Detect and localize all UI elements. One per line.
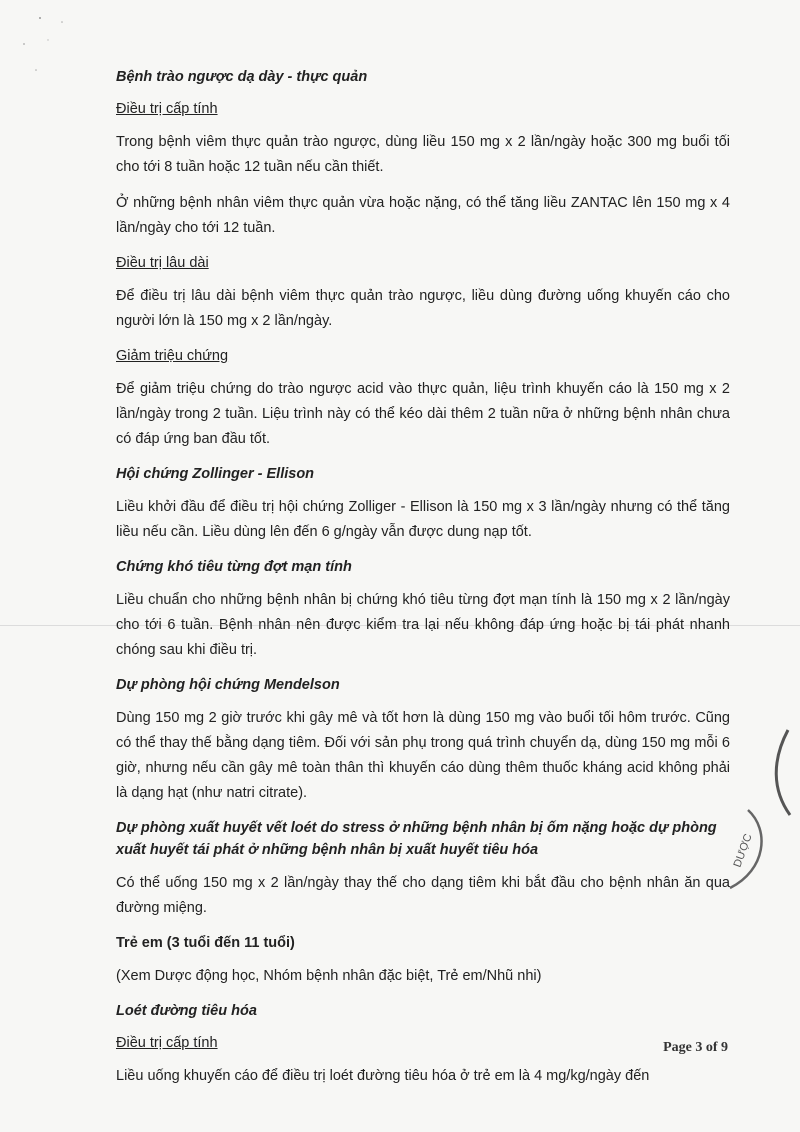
- page-number: Page 3 of 9: [663, 1040, 728, 1055]
- paragraph: Để điều trị lâu dài bệnh viêm thực quản trào ngược, liều dùng đường uống khuyến cáo cho người lớn là 150 mg x 2 lần/ngày.: [116, 288, 730, 329]
- heading-stress-ulcer: Dự phòng xuất huyết vết loét do stress ở những bệnh nhân bị ốm nặng hoặc dự phòng xuất huyết tái phát ở những bệnh nhân bị xuất huyết tiêu hóa: [116, 820, 717, 858]
- paragraph: Ở những bệnh nhân viêm thực quản vừa hoặc nặng, có thể tăng liều ZANTAC lên 150 mg x 4 lần/ngày cho tới 12 tuần.: [116, 195, 730, 236]
- heading-reflux: Bệnh trào ngược dạ dày - thực quản: [116, 69, 368, 85]
- subheading-long-term: Điều trị lâu dài: [116, 255, 209, 271]
- heading-children: Trẻ em (3 tuổi đến 11 tuổi): [116, 935, 295, 951]
- paragraph: Trong bệnh viêm thực quản trào ngược, dùng liều 150 mg x 2 lần/ngày hoặc 300 mg buổi tối cho tới 8 tuần hoặc 12 tuần nếu cần thiết.: [116, 134, 730, 175]
- subheading-symptom-relief: Giảm triệu chứng: [116, 348, 229, 364]
- paragraph: Dùng 150 mg 2 giờ trước khi gây mê và tốt hơn là dùng 150 mg vào buổi tối hôm trước. Cũng có thể thay thế bằng dạng tiêm. Đối với sản phụ trong quá trình chuyển dạ, dùng 150 mg mỗi 6 giờ, nhưng nếu cần gây mê toàn thân thì khuyến cáo dùng thêm thuốc kháng acid không phải là dạng hạt (như natri citrate).: [116, 710, 730, 801]
- paragraph: Liều chuẩn cho những bệnh nhân bị chứng khó tiêu từng đợt mạn tính là 150 mg x 2 lần/ngày cho tới 6 tuần. Bệnh nhân nên được kiểm tra lại nếu không đáp ứng hoặc bị tái phát nhanh chóng sau khi điều trị.: [116, 592, 730, 658]
- paragraph: Để giảm triệu chứng do trào ngược acid vào thực quản, liệu trình khuyến cáo là 150 mg x 2 lần/ngày trong 2 tuần. Liệu trình này có thể kéo dài thêm 2 tuần nữa ở những bệnh nhân chưa có đáp ứng ban đầu tốt.: [116, 381, 730, 447]
- paragraph: (Xem Dược động học, Nhóm bệnh nhân đặc biệt, Trẻ em/Nhũ nhi): [116, 968, 542, 984]
- heading-zollinger: Hội chứng Zollinger - Ellison: [116, 466, 315, 482]
- heading-mendelson: Dự phòng hội chứng Mendelson: [116, 677, 340, 693]
- heading-peptic-ulcer: Loét đường tiêu hóa: [116, 1003, 257, 1019]
- stamp-text: DƯỢC: [731, 832, 755, 870]
- subheading-acute: Điều trị cấp tính: [116, 101, 218, 117]
- pharmacy-stamp: [700, 720, 800, 910]
- document-body: [116, 66, 730, 1100]
- paragraph: Liều uống khuyến cáo để điều trị loét đường tiêu hóa ở trẻ em là 4 mg/kg/ngày đến: [116, 1068, 650, 1084]
- scan-specks: [0, 0, 120, 100]
- paragraph: Có thể uống 150 mg x 2 lần/ngày thay thế cho dạng tiêm khi bắt đầu cho bệnh nhân ăn qua đường miệng.: [116, 875, 730, 916]
- subheading-acute-children: Điều trị cấp tính: [116, 1035, 218, 1051]
- paragraph: Liều khởi đầu để điều trị hội chứng Zolliger - Ellison là 150 mg x 3 lần/ngày nhưng có thể tăng liều nếu cần. Liều dùng lên đến 6 g/ngày vẫn được dung nạp tốt.: [116, 499, 730, 540]
- heading-dyspepsia: Chứng khó tiêu từng đợt mạn tính: [116, 559, 352, 575]
